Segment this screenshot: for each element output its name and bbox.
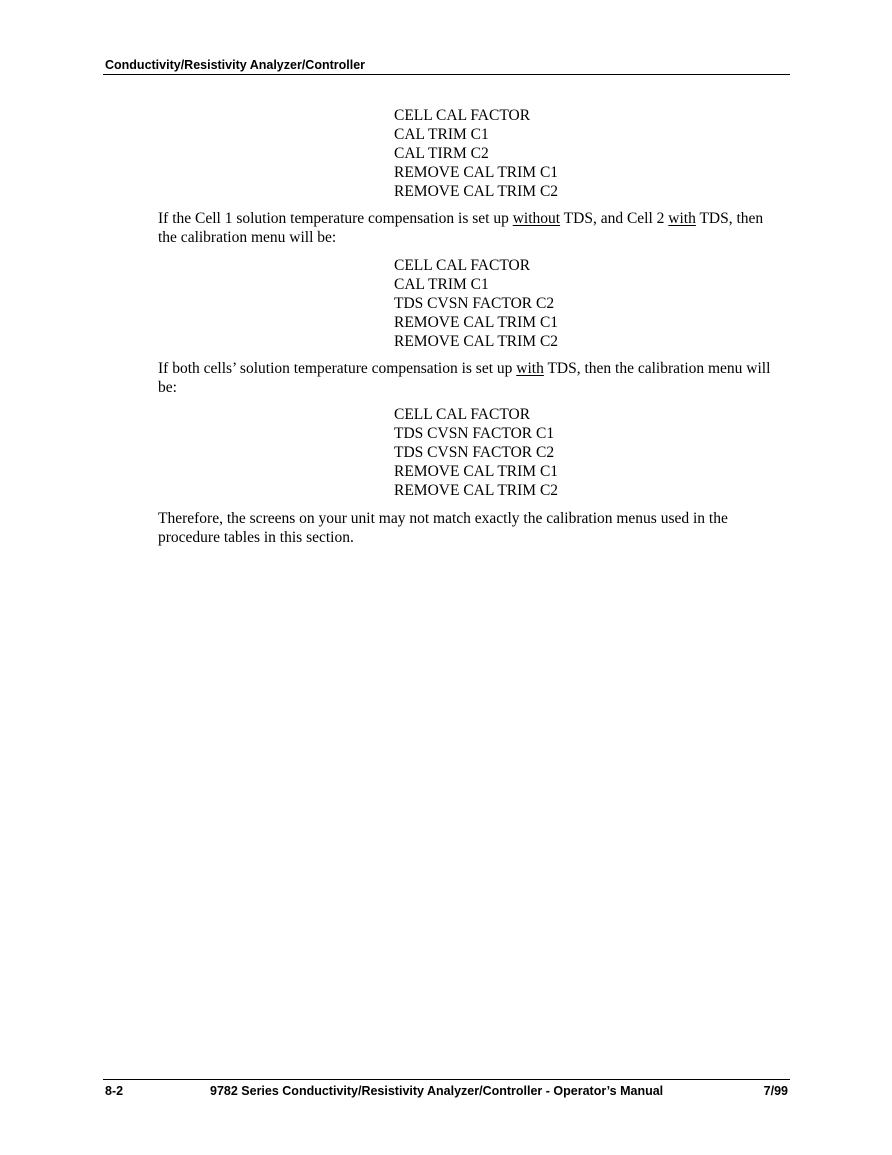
menu-item: TDS CVSN FACTOR C1: [394, 425, 555, 442]
paragraph-cell1-without-tds: [158, 209, 778, 247]
menu-item: REMOVE CAL TRIM C1: [394, 463, 559, 480]
menu-item: CELL CAL FACTOR: [394, 257, 531, 274]
page-number: 8-2: [105, 1084, 124, 1098]
calibration-menu-list-1: [394, 106, 558, 201]
menu-item: REMOVE CAL TRIM C2: [394, 183, 559, 200]
menu-item: CELL CAL FACTOR: [394, 107, 531, 124]
menu-item: REMOVE CAL TRIM C1: [394, 314, 559, 331]
footer-divider: [103, 1079, 790, 1080]
paragraph-text: If both cells’ solution temperature compensation is set up: [158, 360, 517, 377]
menu-item: REMOVE CAL TRIM C2: [394, 482, 559, 499]
emphasis-with: with: [668, 210, 696, 227]
paragraph-text: If the Cell 1 solution temperature compensation is set up: [158, 210, 513, 227]
menu-item: TDS CVSN FACTOR C2: [394, 444, 555, 461]
calibration-menu-list-3: [394, 405, 558, 500]
paragraph-text: TDS, and Cell 2: [560, 210, 669, 227]
footer-date: 7/99: [763, 1084, 788, 1098]
menu-item: CELL CAL FACTOR: [394, 406, 531, 423]
emphasis-with: with: [516, 360, 544, 377]
menu-item: CAL TRIM C1: [394, 126, 489, 143]
menu-item: REMOVE CAL TRIM C2: [394, 333, 559, 350]
paragraph-text: TDS, then the calibration menu will be:: [158, 210, 764, 246]
paragraph-both-with-tds: [158, 359, 778, 397]
menu-item: REMOVE CAL TRIM C1: [394, 164, 559, 181]
header-divider: [103, 74, 790, 75]
running-header: Conductivity/Resistivity Analyzer/Controller: [105, 58, 366, 72]
paragraph-text: TDS, then the calibration menu will be:: [158, 360, 771, 396]
paragraph-conclusion: Therefore, the screens on your unit may not match exactly the calibration menus used in the procedure tables in this section.: [158, 510, 728, 546]
menu-item: TDS CVSN FACTOR C2: [394, 295, 555, 312]
footer-manual-title: 9782 Series Conductivity/Resistivity Analyzer/Controller - Operator’s Manual: [210, 1084, 664, 1098]
menu-item: CAL TIRM C2: [394, 145, 489, 162]
menu-item: CAL TRIM C1: [394, 276, 489, 293]
emphasis-without: without: [512, 210, 561, 227]
calibration-menu-list-2: [394, 256, 558, 351]
